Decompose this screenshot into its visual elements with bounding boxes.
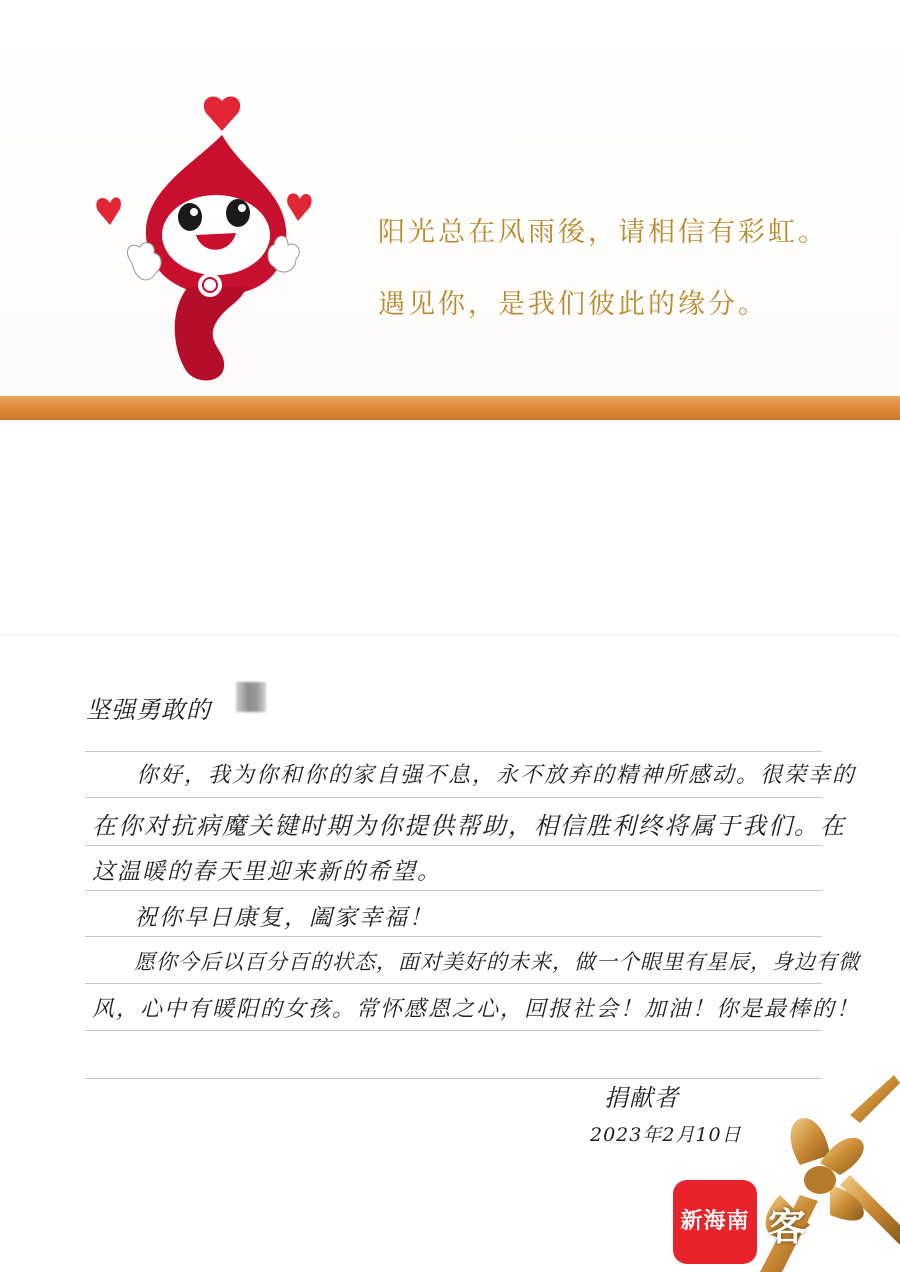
orange-divider-band — [0, 396, 900, 420]
letter-line-5: 愿你今后以百分百的状态，面对美好的未来，做一个眼里有星辰，身边有微 — [134, 950, 860, 974]
blood-drop-mascot — [92, 95, 322, 390]
ruled-line — [85, 983, 822, 984]
letter-salutation: 坚强勇敢的 — [86, 696, 211, 724]
ruled-line — [85, 890, 822, 891]
ruled-line — [85, 936, 822, 937]
ruled-line — [85, 1030, 822, 1031]
letter-date: 2023年2月10日 — [590, 1124, 742, 1146]
card-header — [0, 0, 900, 400]
letter-line-6: 风，心中有暖阳的女孩。常怀感恩之心，回报社会！加油！你是最棒的！ — [92, 997, 861, 1022]
motto-line-1: 阳光总在风雨後，请相信有彩虹。 — [378, 217, 828, 248]
paper-fold-line — [0, 635, 900, 636]
ruled-line — [85, 845, 822, 846]
signature: 捐献者 — [604, 1084, 679, 1112]
letter-line-3: 这温暖的春天里迎来新的希望。 — [92, 859, 442, 885]
ruled-line — [85, 751, 822, 752]
letter-line-2: 在你对抗病魔关键时期为你提供帮助，相信胜利终将属于我们。在 — [92, 812, 846, 840]
watermark-suffix: 客 — [768, 1204, 807, 1249]
motto-line-2: 遇见你，是我们彼此的缘分。 — [378, 289, 768, 320]
letter-line-1: 你好，我为你和你的家自强不息，永不放弃的精神所感动。很荣幸的 — [136, 763, 857, 788]
letter-line-4: 祝你早日康复，阖家幸福！ — [134, 905, 434, 931]
news-app-logo-badge: 新海南 — [673, 1180, 757, 1264]
ruled-line — [85, 797, 822, 798]
redacted-name — [236, 682, 266, 712]
